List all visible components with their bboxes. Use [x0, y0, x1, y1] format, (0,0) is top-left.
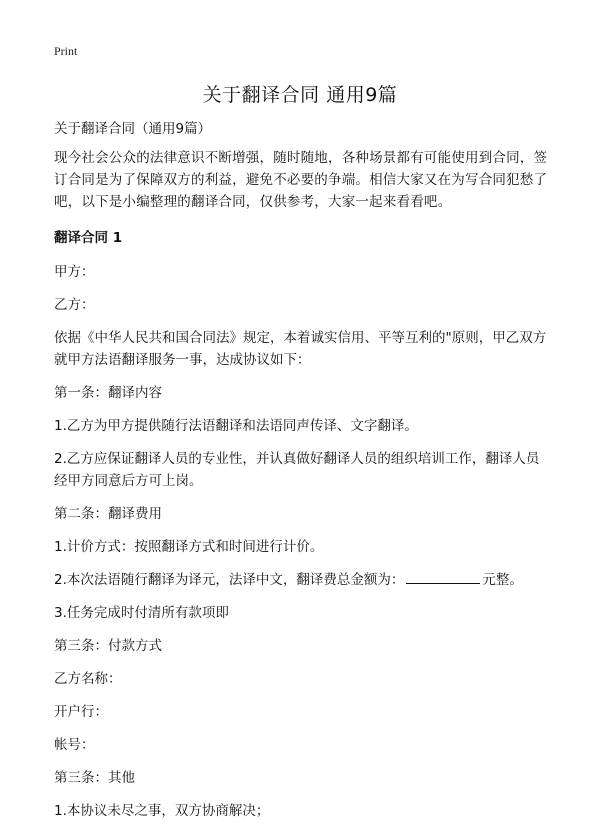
document-body [54, 118, 552, 833]
page-title: 关于翻译合同 通用9篇 [202, 84, 398, 106]
fee-amount-prefix: 2.本次法语随行翻译为译元，法译中文，翻译费总金额为： [54, 572, 405, 588]
account-number-line: 帐号： [54, 737, 95, 753]
print-link[interactable]: Print [54, 44, 78, 58]
account-name-line: 乙方名称： [54, 671, 122, 687]
fee-amount-suffix: 元整。 [482, 572, 523, 588]
article-1-item-1: 1.乙方为甲方提供随行法语翻译和法语同声传译、文字翻译。 [54, 418, 418, 434]
article-2-heading: 第二条：翻译费用 [54, 506, 162, 522]
party-a-line: 甲方： [54, 264, 95, 280]
intro-paragraph: 现今社会公众的法律意识不断增强，随时随地，各种场景都有可能使用到合同，签订合同是为了保障双方的利益，避免不必要的争端。相信大家又在为写合同犯愁了吧，以下是小编整理的翻译合同，仅供参考，大家一起来看看吧。 [54, 150, 548, 210]
article-3-heading: 第三条：付款方式 [54, 638, 162, 654]
article-2-item-2 [54, 569, 552, 591]
other-item-1: 1.本协议未尽之事，双方协商解决； [54, 803, 270, 819]
article-other-heading: 第三条：其他 [54, 770, 135, 786]
fee-amount-blank [406, 569, 480, 584]
section-title: 翻译合同 1 [54, 230, 123, 246]
article-1-heading: 第一条：翻译内容 [54, 385, 162, 401]
article-2-item-1: 1.计价方式：按照翻译方式和时间进行计价。 [54, 539, 324, 555]
bank-line: 开户行： [54, 704, 108, 720]
party-b-line: 乙方： [54, 297, 95, 313]
article-2-item-3: 3.任务完成时付清所有款项即 [54, 605, 229, 621]
document-subtitle: 关于翻译合同（通用9篇） [54, 121, 212, 137]
basis-paragraph: 依据《中华人民共和国合同法》规定，本着诚实信用、平等互利的"原则，甲乙双方就甲方法语翻译服务一事，达成协议如下： [54, 330, 547, 368]
article-1-item-2: 2.乙方应保证翻译人员的专业性，并认真做好翻译人员的组织培训工作，翻译人员经甲方同意后方可上岗。 [54, 451, 540, 489]
